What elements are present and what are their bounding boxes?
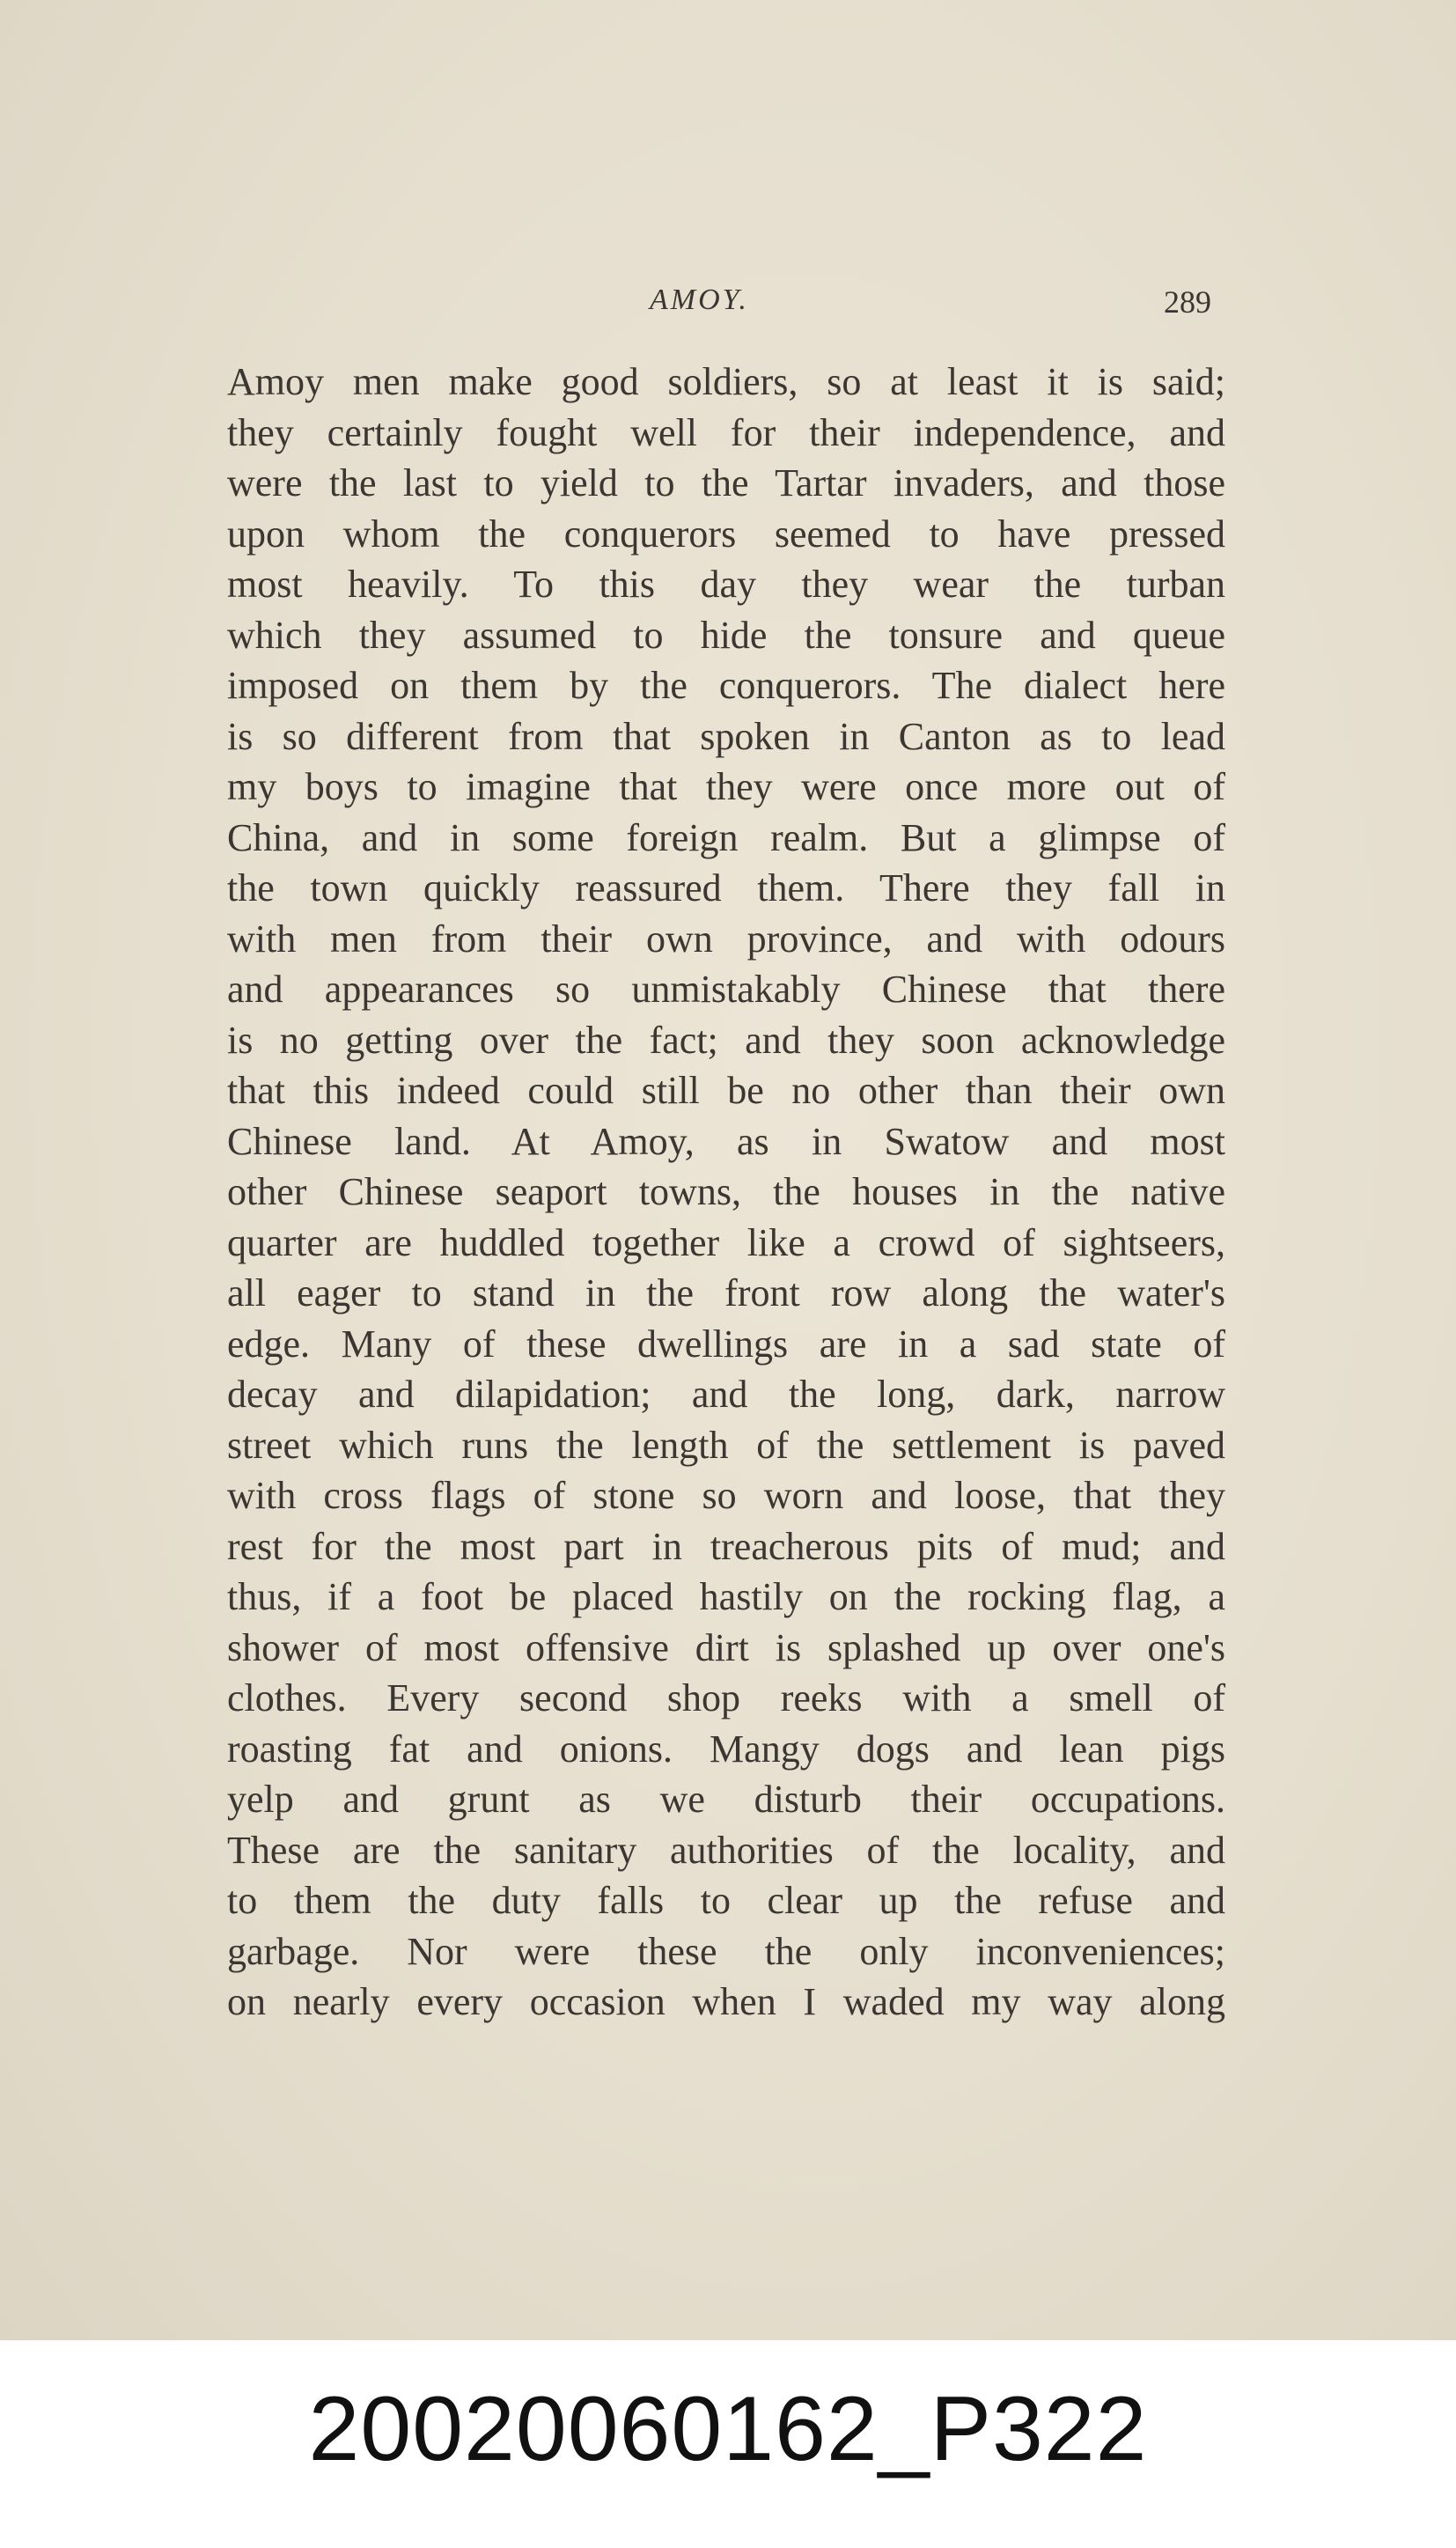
text-line: shower of most offensive dirt is splashed up over one's <box>227 1625 1225 1669</box>
text-line: street which runs the length of the settlement is paved <box>227 1423 1225 1467</box>
text-line: and appearances so unmistakably Chinese that there <box>227 968 1225 1011</box>
text-line: China, and in some foreign realm. But a glimpse of <box>227 815 1225 859</box>
text-line: is so different from that spoken in Canton as to lead <box>227 714 1225 758</box>
running-head <box>0 284 1456 328</box>
text-line: garbage. Nor were these the only inconveniences; <box>227 1929 1225 1973</box>
text-line: which they assumed to hide the tonsure and queue <box>227 613 1225 657</box>
text-line: the town quickly reassured them. There they fall in <box>227 866 1225 909</box>
text-line: rest for the most part in treacherous pits of mud; and <box>227 1524 1225 1568</box>
text-line: quarter are huddled together like a crowd of sightseers, <box>227 1220 1225 1264</box>
text-line: they certainly fought well for their independence, and <box>227 410 1225 454</box>
text-line: other Chinese seaport towns, the houses in the native <box>227 1170 1225 1213</box>
text-line: decay and dilapidation; and the long, dark, narrow <box>227 1373 1225 1416</box>
running-title: AMOY. <box>650 284 749 316</box>
text-line: to them the duty falls to clear up the refuse and <box>227 1879 1225 1922</box>
text-line: is no getting over the fact; and they soon acknowledge <box>227 1018 1225 1062</box>
text-line: roasting fat and onions. Mangy dogs and lean pigs <box>227 1727 1225 1771</box>
text-line: with cross flags of stone so worn and loose, that they <box>227 1474 1225 1517</box>
text-line: that this indeed could still be no other than their own <box>227 1069 1225 1112</box>
text-line: edge. Many of these dwellings are in a sad state of <box>227 1322 1225 1366</box>
text-line: These are the sanitary authorities of the locality, and <box>227 1828 1225 1872</box>
text-line: imposed on them by the conquerors. The dialect here <box>227 664 1225 707</box>
text-line: upon whom the conquerors seemed to have pressed <box>227 512 1225 556</box>
text-line: on nearly every occasion when I waded my way along <box>227 1980 1225 2023</box>
text-line: were the last to yield to the Tartar invaders, and those <box>227 461 1225 504</box>
text-line: with men from their own province, and with odours <box>227 917 1225 961</box>
text-line: yelp and grunt as we disturb their occupations. <box>227 1778 1225 1821</box>
text-line: Amoy men make good soldiers, so at least it is said; <box>227 360 1225 403</box>
text-line: all eager to stand in the front row along the water's <box>227 1271 1225 1315</box>
text-line: most heavily. To this day they wear the turban <box>227 563 1225 606</box>
page-number: 289 <box>1164 284 1211 320</box>
text-line: thus, if a foot be placed hastily on the rocking flag, a <box>227 1575 1225 1618</box>
text-line: Chinese land. At Amoy, as in Swatow and most <box>227 1119 1225 1163</box>
text-line: my boys to imagine that they were once more out of <box>227 765 1225 808</box>
body-text <box>227 357 1225 2028</box>
text-line: clothes. Every second shop reeks with a smell of <box>227 1676 1225 1720</box>
image-caption: 20020060162_P322 <box>308 2378 1148 2480</box>
